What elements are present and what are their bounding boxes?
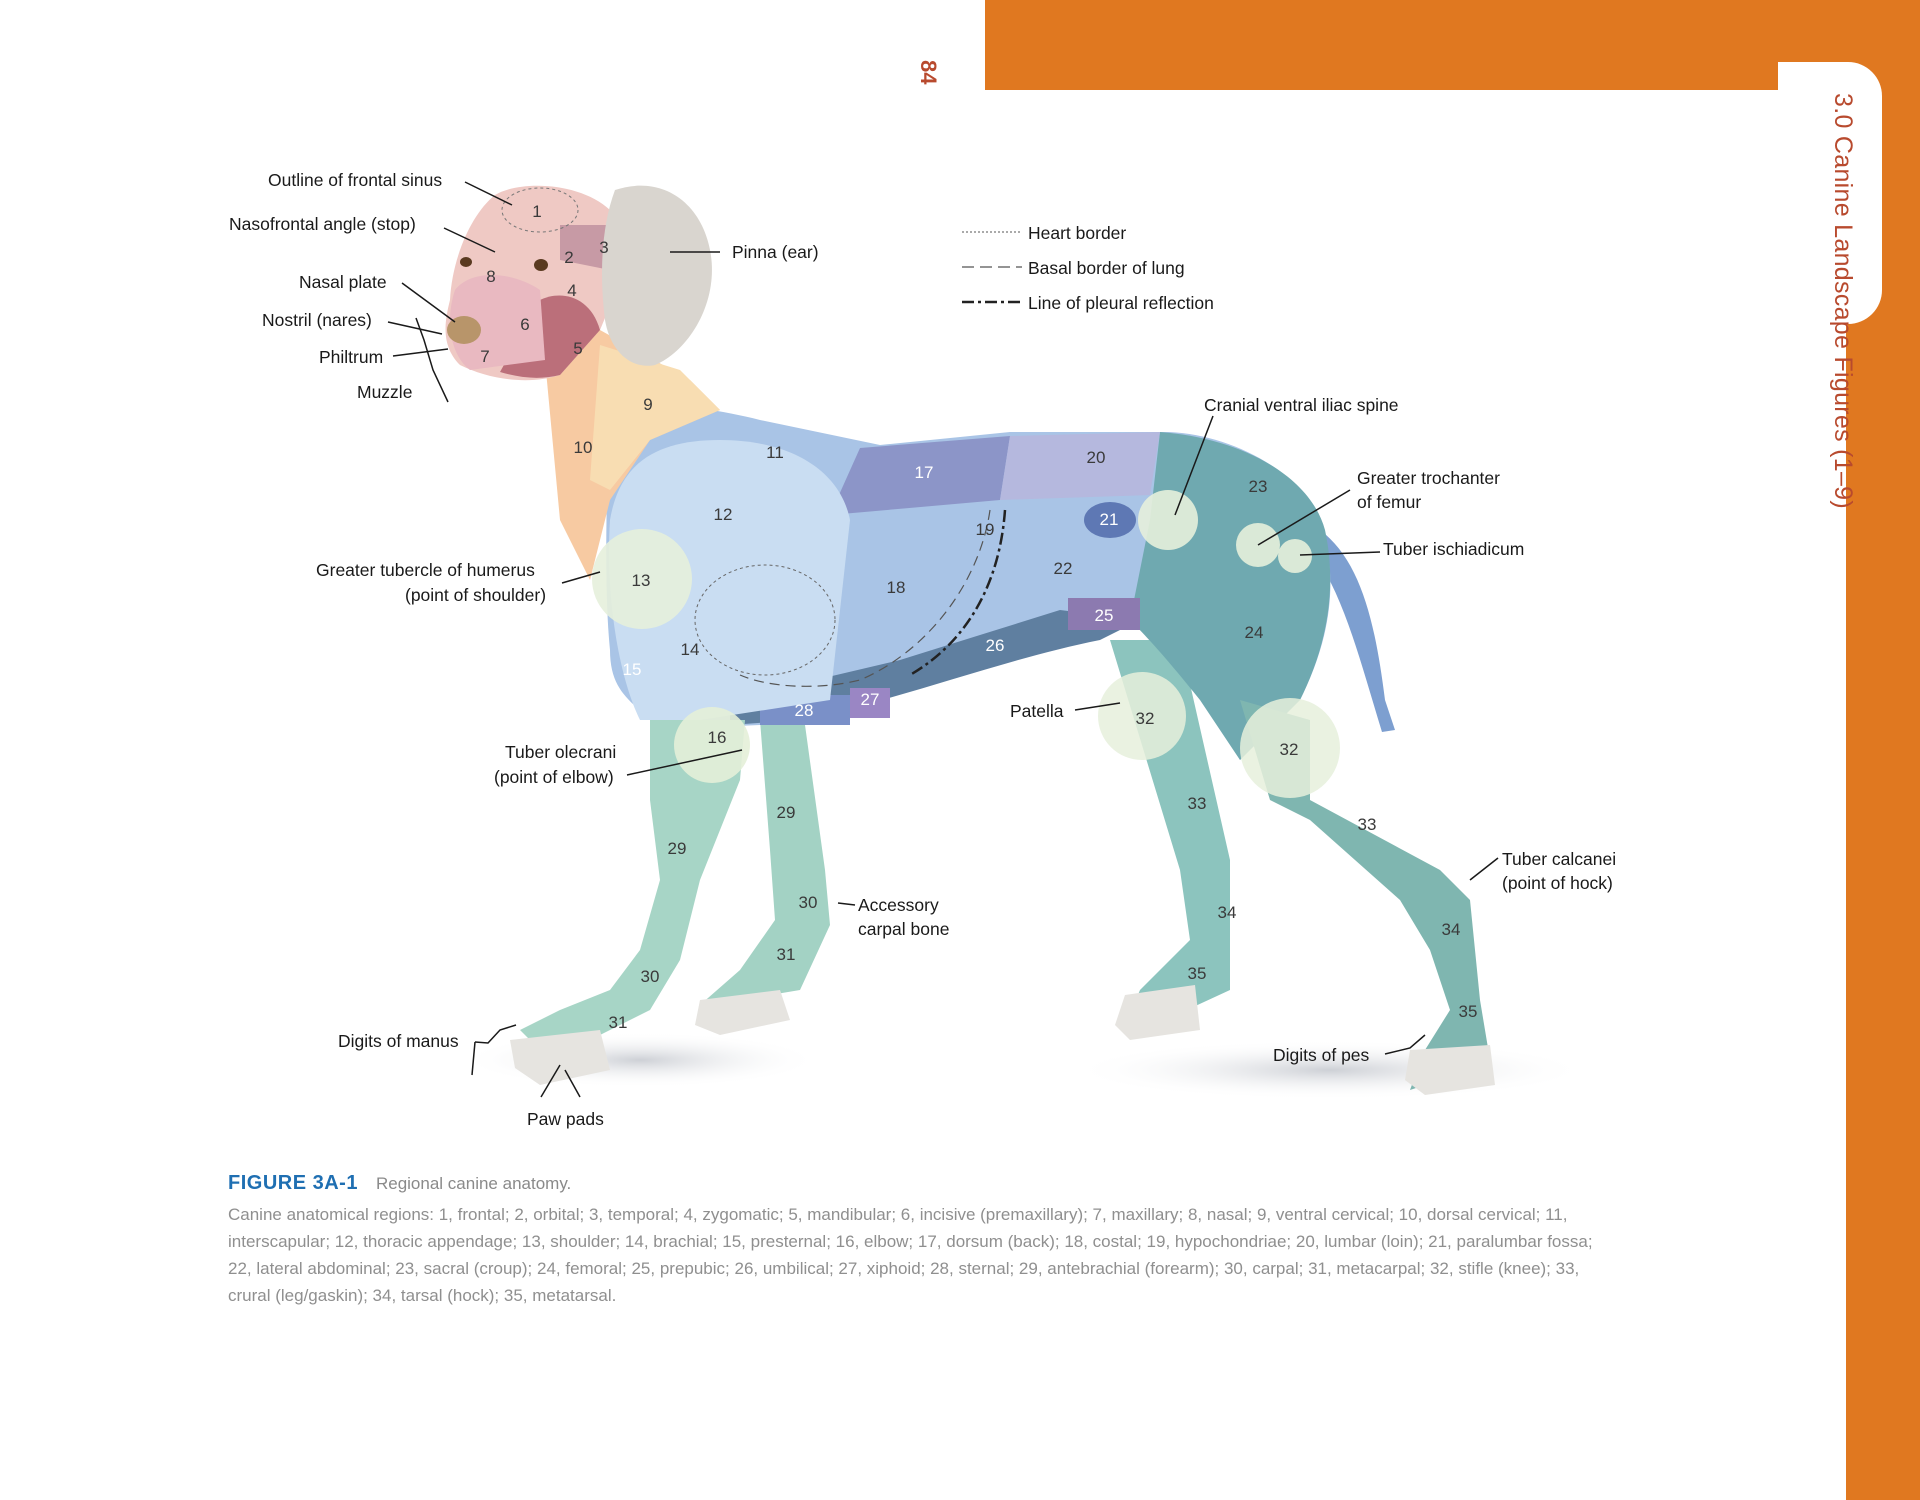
caption-subtitle: Regional canine anatomy.: [375, 1174, 572, 1193]
leader-line: [393, 349, 448, 356]
region-number: 23: [1248, 477, 1268, 496]
far-fore-paw: [695, 990, 790, 1035]
region-number: 30: [640, 967, 660, 986]
region-number: 3: [599, 238, 609, 257]
region-number: 32: [1279, 740, 1299, 759]
label-frontal-sinus: Outline of frontal sinus: [268, 170, 443, 190]
region-number: 6: [520, 315, 530, 334]
region-number: 29: [667, 839, 687, 858]
region-number: 19: [975, 520, 995, 539]
caption-body: Canine anatomical regions: 1, frontal; 2, orbital; 3, temporal; 4, zygomatic; 5, mandibular; 6, incisive (premaxillary); 7, maxillary; 8, nasal; 9, ventral cervical; 10, dorsal cervical; 11, interscapular; 12, thoracic appendage; 13, shoulder; 14, brachial; 15, presternal; 16, elbow; 17, dorsum (back); 18, costal; 19, hypochondriae; 20, lumbar (loin); 21, paralumbar fossa; 22, lateral abdominal; 23, sacral (croup); 24, femoral; 25, prepubic; 26, umbilical; 27, xiphoid; 28, sternal; 29, antebrachial (forearm); 30, carpal; 31, metacarpal; 32, stifle (knee); 33, crural (leg/gaskin); 34, tarsal (hock); 35, metatarsal.: [228, 1205, 1593, 1305]
leader-line: [416, 318, 448, 402]
ischiadicum-circle: [1278, 539, 1312, 573]
label-trochanter-1: Greater trochanter: [1357, 468, 1500, 488]
label-muzzle: Muzzle: [357, 382, 413, 402]
region-number: 17: [914, 463, 934, 482]
label-paw-pads: Paw pads: [527, 1109, 604, 1129]
far-hind-paw: [1115, 985, 1200, 1040]
region-number: 29: [776, 803, 796, 822]
region-number: 9: [643, 395, 653, 414]
region-number: 2: [564, 248, 574, 267]
region-number: 12: [713, 505, 733, 524]
label-philtrum: Philtrum: [319, 347, 384, 367]
label-olecrani-2: (point of elbow): [494, 767, 614, 787]
label-olecrani-1: Tuber olecrani: [505, 742, 617, 762]
region-number: 27: [860, 690, 880, 709]
legend-lung-label: Basal border of lung: [1028, 258, 1185, 278]
region-number: 26: [985, 636, 1005, 655]
region-number: 16: [707, 728, 727, 747]
ear: [602, 186, 712, 366]
region-number: 13: [631, 571, 651, 590]
region-number: 5: [573, 339, 583, 358]
label-accessory-2: carpal bone: [858, 919, 950, 939]
region-number: 15: [622, 660, 642, 679]
leader-line: [388, 322, 442, 334]
region-number: 33: [1187, 794, 1207, 813]
region-number: 10: [573, 438, 593, 457]
lumbar-band: [1000, 432, 1160, 500]
caption-title: FIGURE 3A-1: [228, 1172, 358, 1194]
region-number: 7: [480, 347, 490, 366]
region-number: 31: [776, 945, 796, 964]
region-number: 34: [1441, 920, 1461, 939]
label-nasal-plate: Nasal plate: [299, 272, 387, 292]
region-number: 25: [1094, 606, 1114, 625]
label-digits-pes: Digits of pes: [1273, 1045, 1370, 1065]
region-number: 24: [1244, 623, 1264, 642]
label-pinna: Pinna (ear): [732, 242, 819, 262]
region-number: 28: [794, 701, 814, 720]
label-trochanter-2: of femur: [1357, 492, 1422, 512]
figure-caption: [228, 1172, 1598, 1309]
region-number: 11: [766, 443, 784, 462]
region-number: 20: [1086, 448, 1106, 467]
region-number: 31: [608, 1013, 628, 1032]
region-number: 1: [532, 202, 542, 221]
label-calcanei-1: Tuber calcanei: [1502, 849, 1617, 869]
label-iliac-spine: Cranial ventral iliac spine: [1204, 395, 1399, 415]
legend-heart-label: Heart border: [1028, 223, 1127, 243]
label-calcanei-2: (point of hock): [1502, 873, 1613, 893]
label-nostril: Nostril (nares): [262, 310, 372, 330]
section-tab-label: 3.0 Canine Landscape Figures (1–9): [1829, 93, 1857, 510]
region-number: 8: [486, 267, 496, 286]
region-number: 35: [1458, 1002, 1478, 1021]
region-number: 22: [1053, 559, 1073, 578]
label-ischiadicum: Tuber ischiadicum: [1383, 539, 1525, 559]
region-number: 4: [567, 281, 577, 300]
region-number: 14: [680, 640, 700, 659]
leader-line: [838, 903, 855, 905]
region-number: 34: [1217, 903, 1237, 922]
eye-icon: [534, 259, 548, 271]
region-number: 32: [1135, 709, 1155, 728]
region-number: 18: [886, 578, 906, 597]
region-number: 21: [1099, 510, 1119, 529]
page-number: 84: [916, 60, 941, 85]
legend-pleural-label: Line of pleural reflection: [1028, 293, 1214, 313]
caption-heading: [228, 1172, 1598, 1195]
region-number: 30: [798, 893, 818, 912]
label-stop: Nasofrontal angle (stop): [229, 214, 416, 234]
eye-icon: [460, 257, 472, 267]
iliac-spine-circle: [1138, 490, 1198, 550]
label-patella: Patella: [1010, 701, 1064, 721]
leader-line: [402, 283, 455, 322]
label-digits-manus: Digits of manus: [338, 1031, 459, 1051]
leader-line: [1470, 858, 1498, 880]
leader-line: [475, 1025, 516, 1043]
region-number: 33: [1357, 815, 1377, 834]
label-humerus-2: (point of shoulder): [405, 585, 547, 605]
label-accessory-1: Accessory: [858, 895, 939, 915]
label-humerus-1: Greater tubercle of humerus: [316, 560, 535, 580]
region-number: 35: [1187, 964, 1207, 983]
